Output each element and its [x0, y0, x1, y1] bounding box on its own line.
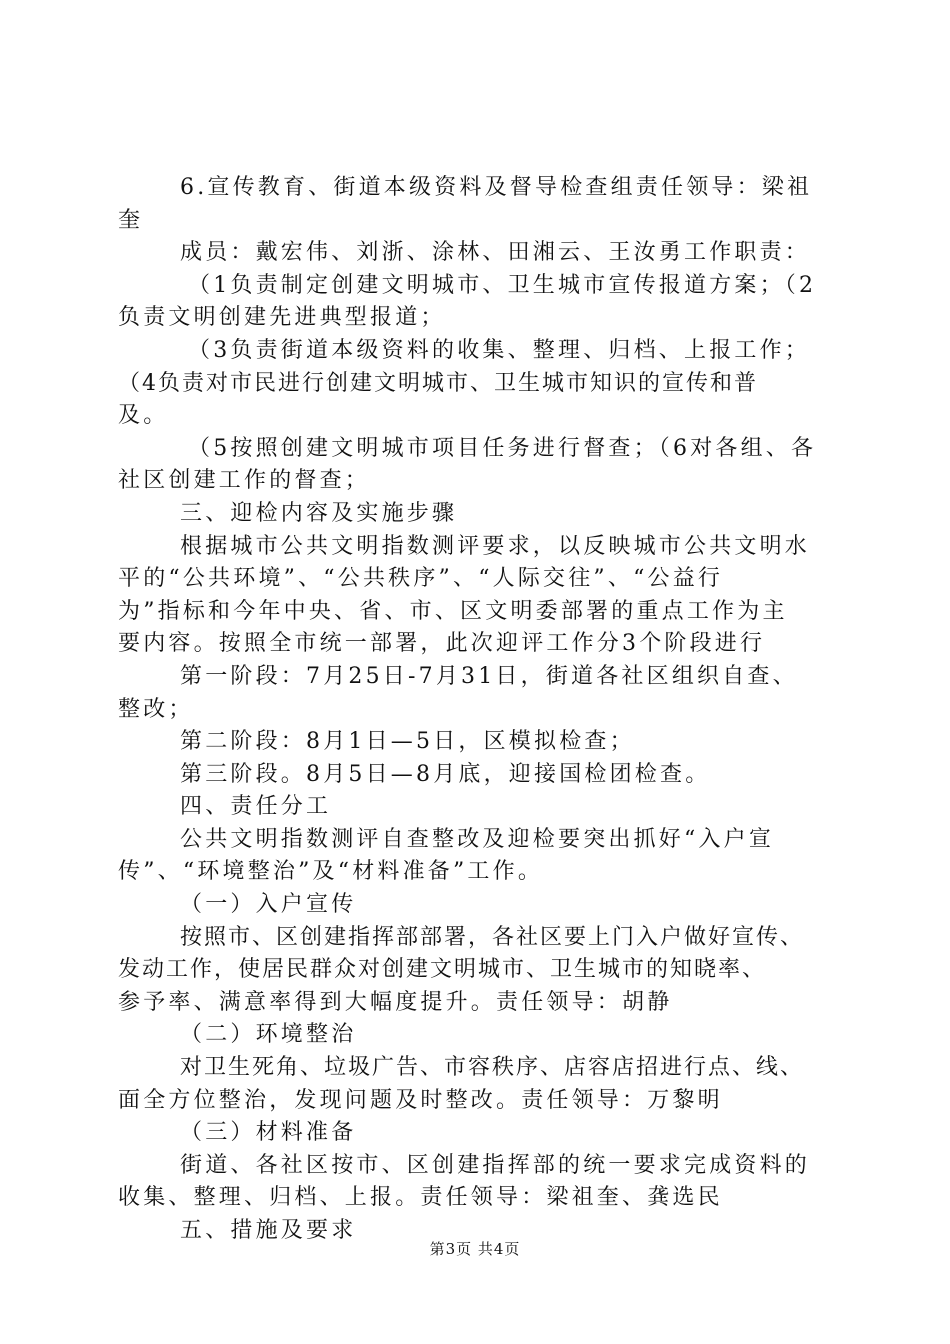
text-line: 收集、整理、归档、上报。责任领导：梁祖奎、龚选民: [118, 1185, 723, 1211]
text-line: 奎: [118, 207, 144, 233]
section-heading: 四、责任分工: [180, 794, 332, 820]
text-line: 社区创建工作的督查；: [118, 468, 371, 494]
text-line: 平的“公共环境”、“公共秩序”、“人际交往”、“公益行: [118, 566, 724, 592]
text-line: （1负责制定创建文明城市、卫生城市宣传报道方案；（2: [188, 272, 817, 298]
text-line: 及。: [118, 403, 169, 429]
page-number-footer: 第3页 共4页: [429, 1240, 521, 1258]
subsection-heading: （二）环境整治: [180, 1022, 357, 1048]
text-line: 按照市、区创建指挥部部署，各社区要上门入户做好宣传、: [180, 924, 805, 950]
text-line: 负责文明创建先进典型报道；: [118, 305, 446, 331]
text-line: （4负责对市民进行创建文明城市、卫生城市知识的宣传和普: [118, 370, 758, 396]
text-line: 发动工作，使居民群众对创建文明城市、卫生城市的知晓率、: [118, 957, 767, 983]
text-line: 成员：戴宏伟、刘浙、涂林、田湘云、王汝勇工作职责：: [180, 240, 811, 266]
section-heading: 三、迎检内容及实施步骤: [180, 500, 458, 526]
text-line: （5按照创建文明城市项目任务进行督查；（6对各组、各: [188, 435, 817, 461]
subsection-heading: （三）材料准备: [180, 1120, 357, 1146]
text-line: 第二阶段：8月1日—5日，区模拟检查；: [180, 729, 635, 755]
text-line: 整改；: [118, 696, 194, 722]
text-line: 对卫生死角、垃圾广告、市容秩序、店容店招进行点、线、: [180, 1055, 805, 1081]
section-heading: 五、措施及要求: [180, 1218, 357, 1243]
text-line: 公共文明指数测评自查整改及迎检要突出抓好“入户宣: [180, 826, 775, 852]
text-line: 面全方位整治，发现问题及时整改。责任领导：万黎明: [118, 1087, 723, 1113]
text-line: （3负责街道本级资料的收集、整理、归档、上报工作；: [188, 337, 810, 363]
text-line: 为”指标和今年中央、省、市、区文明委部署的重点工作为主: [118, 598, 788, 624]
text-line: 第三阶段。8月5日—8月底，迎接国检团检查。: [180, 761, 711, 787]
text-line: 传”、“环境整治”及“材料准备”工作。: [118, 859, 544, 885]
text-line: 根据城市公共文明指数测评要求，以反映城市公共文明水: [180, 533, 811, 559]
text-line: 参予率、满意率得到大幅度提升。责任领导：胡静: [118, 989, 673, 1015]
text-line: 要内容。按照全市统一部署，此次迎评工作分3个阶段进行: [118, 631, 766, 657]
text-line: 街道、各社区按市、区创建指挥部的统一要求完成资料的: [180, 1152, 811, 1178]
document-body: [118, 172, 836, 1248]
text-line: 6.宣传教育、街道本级资料及督导检查组责任领导：梁祖: [180, 175, 813, 200]
text-line: 第一阶段：7月25日-7月31日，街道各社区组织自查、: [180, 663, 798, 689]
subsection-heading: （一）入户宣传: [180, 892, 357, 918]
